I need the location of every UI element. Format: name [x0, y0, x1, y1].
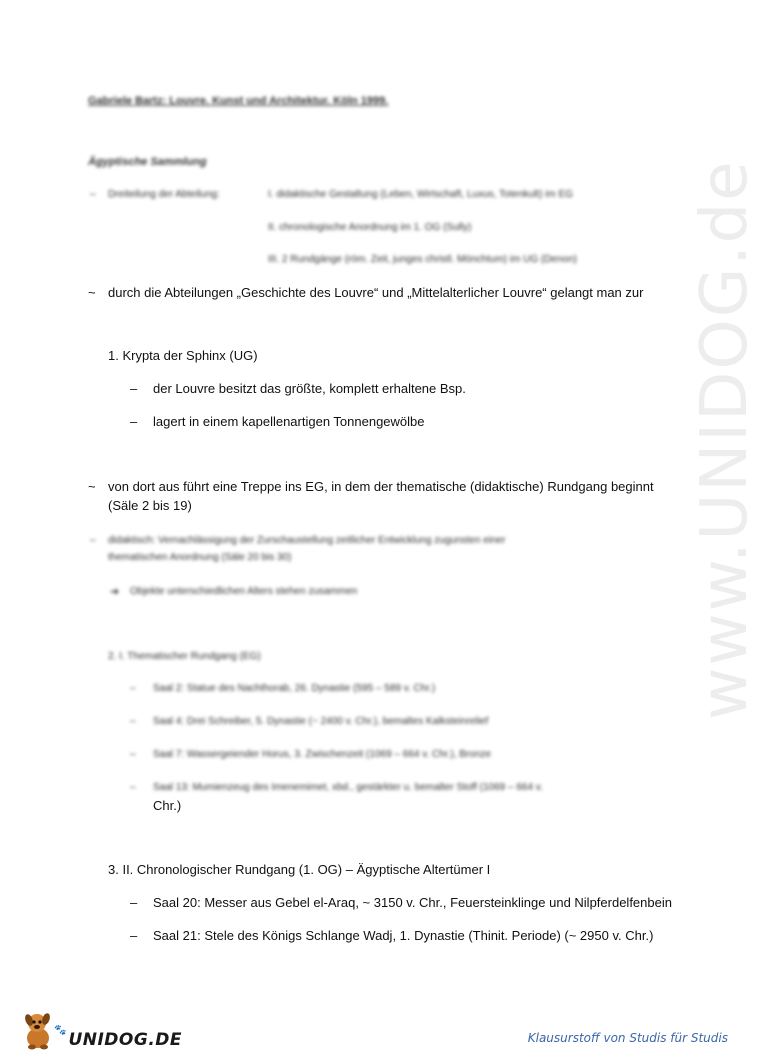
list-item: Saal 2: Statue des Nachthorab, 26. Dynastie (595 – 589 v. Chr.) — [153, 683, 436, 694]
list-dash: – — [130, 381, 138, 396]
division-item: III. 2 Rundgänge (röm. Zeit, junges christl. Mönchtum) im UG (Denon) — [268, 254, 578, 265]
section-heading: 1. Krypta der Sphinx (UG) — [108, 348, 258, 363]
list-item: lagert in einem kapellenartigen Tonnengewölbe — [153, 414, 425, 429]
list-dash: – — [130, 716, 136, 727]
list-item: Saal 4: Drei Schreiber, 5. Dynastie (~ 2400 v. Chr.), bemaltes Kalksteinrelief — [153, 716, 489, 727]
list-item-continuation: Chr.) — [153, 798, 182, 813]
section-heading: 2. I. Thematischer Rundgang (EG) — [108, 651, 261, 662]
division-item: II. chronologische Anordnung im 1. OG (Sully) — [268, 222, 472, 233]
watermark: www.UNIDOG.de — [688, 159, 762, 720]
arrow-text: Objekte unterschiedlichen Alters stehen zusammen — [130, 586, 358, 597]
list-dash: – — [130, 683, 136, 694]
division-dash: – — [90, 189, 96, 200]
footer-tagline: Klausurstoff von Studis für Studis — [527, 1031, 728, 1045]
list-dash: – — [130, 895, 138, 910]
arrow-icon: ➔ — [110, 586, 120, 598]
list-item: didaktisch: Vernachlässigung der Zurschaustellung zeitlicher Entwicklung zugunsten einer — [108, 535, 506, 546]
list-item: der Louvre besitzt das größte, komplett erhaltene Bsp. — [153, 381, 466, 396]
list-item: Saal 20: Messer aus Gebel el-Araq, ~ 3150 v. Chr., Feuersteinklinge und Nilpferdelfenbein — [153, 895, 672, 910]
list-dash: – — [130, 782, 136, 793]
section-title: Ägyptische Sammlung — [88, 156, 207, 168]
paragraph-text: (Säle 2 bis 19) — [108, 498, 192, 513]
footer-logo[interactable] — [22, 1010, 182, 1050]
paragraph-text: von dort aus führt eine Treppe ins EG, in dem der thematische (didaktische) Rundgang beginnt — [108, 479, 654, 494]
section-heading: 3. II. Chronologischer Rundgang (1. OG) – Ägyptische Altertümer I — [108, 862, 491, 877]
list-item: Saal 21: Stele des Königs Schlange Wadj, 1. Dynastie (Thinit. Periode) (~ 2950 v. Chr.) — [153, 928, 654, 943]
paragraph-text: durch die Abteilungen „Geschichte des Louvre“ und „Mittelalterlicher Louvre“ gelangt man zur — [108, 285, 644, 300]
list-item: Saal 7: Wassergeiender Horus, 3. Zwischenzeit (1069 – 664 v. Chr.), Bronze — [153, 749, 491, 760]
list-dash: – — [90, 535, 96, 546]
list-item: thematischen Anordnung (Säle 20 bis 30) — [108, 552, 292, 563]
citation: Gabriele Bartz: Louvre. Kunst und Architektur. Köln 1999. — [88, 95, 389, 107]
list-dash: – — [130, 749, 136, 760]
division-item: I. didaktische Gestaltung (Leben, Wirtschaft, Luxus, Totenkult) im EG — [268, 189, 573, 200]
list-dash: – — [130, 414, 138, 429]
tilde-marker: ~ — [88, 285, 96, 300]
list-dash: – — [130, 928, 138, 943]
tilde-marker: ~ — [88, 479, 96, 494]
paw-icon: 🐾 — [54, 1025, 67, 1036]
list-item: Saal 13: Mumienzeug des Imenemimet, xbd., gestärkter u. bemalter Stoff (1069 – 664 v. — [153, 782, 543, 793]
dog-mascot-icon — [22, 1010, 54, 1050]
logo-text: UNIDOG.DE — [68, 1030, 183, 1050]
division-label: Dreiteilung der Abteilung: — [108, 189, 220, 200]
